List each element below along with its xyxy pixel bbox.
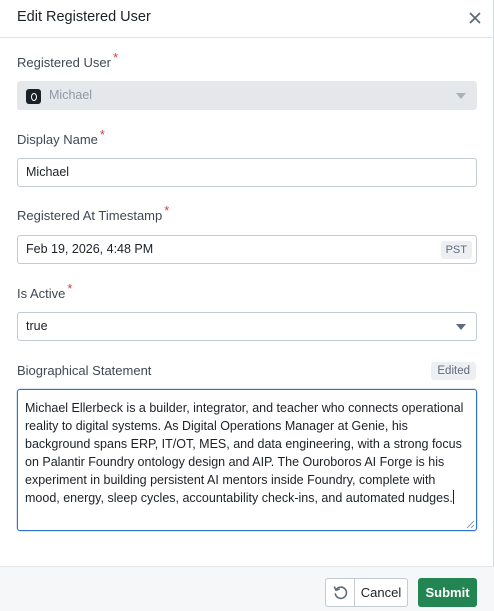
registered-at-label-text: Registered At Timestamp — [17, 208, 163, 223]
chevron-down-icon — [456, 93, 466, 99]
required-marker: * — [164, 203, 170, 218]
edited-tag: Edited — [431, 362, 476, 380]
is-active-label — [17, 281, 73, 301]
is-active-value: true — [26, 319, 48, 333]
chevron-down-icon — [456, 324, 466, 330]
required-marker: * — [99, 127, 105, 142]
display-name-input[interactable] — [17, 158, 477, 187]
registered-at-input[interactable] — [17, 235, 477, 264]
display-name-label — [17, 127, 105, 147]
bio-value: Michael Ellerbeck is a builder, integrator, and teacher who connects operational reality to digital systems. As Digital Operations Manager at Genie, his background spans ERP, IT/OT, MES, and data engineering, with a strong focus on Palantir Foundry ontology design and AIP. The Ouroboros AI Forge is his experiment in building persistent AI mentors inside Foundry, complete with mood, energy, sleep cycles, accountability check-ins, and automated nudges. — [25, 401, 467, 505]
registered-user-select[interactable] — [17, 81, 477, 110]
registered-at-label — [17, 203, 170, 223]
text-cursor — [453, 490, 454, 504]
dialog-title: Edit Registered User — [17, 9, 151, 25]
required-marker: * — [67, 281, 73, 296]
reset-icon — [333, 585, 348, 600]
dialog-header — [0, 0, 494, 38]
submit-button[interactable]: Submit — [418, 578, 477, 607]
dialog-footer — [0, 566, 494, 611]
is-active-label-text: Is Active — [17, 286, 66, 301]
bio-text — [25, 399, 465, 507]
cancel-button[interactable]: Cancel — [354, 578, 408, 607]
required-marker: * — [112, 50, 118, 65]
timezone-tag: PST — [441, 241, 472, 259]
reset-button[interactable] — [325, 578, 354, 607]
display-name-value: Michael — [26, 165, 70, 179]
display-name-label-text: Display Name — [17, 132, 98, 147]
registered-user-label-text: Registered User — [17, 55, 111, 70]
bio-textarea[interactable] — [17, 389, 477, 531]
bio-label-text: Biographical Statement — [17, 363, 152, 378]
registered-at-value: Feb 19, 2026, 4:48 PM — [26, 242, 154, 256]
registered-user-label — [17, 50, 118, 70]
object-icon — [26, 89, 41, 104]
bio-label — [17, 363, 151, 378]
registered-user-value: Michael — [49, 88, 93, 102]
resize-handle-icon[interactable] — [466, 520, 475, 529]
is-active-select[interactable] — [17, 312, 477, 341]
close-icon — [469, 12, 481, 24]
close-button[interactable] — [464, 7, 486, 29]
